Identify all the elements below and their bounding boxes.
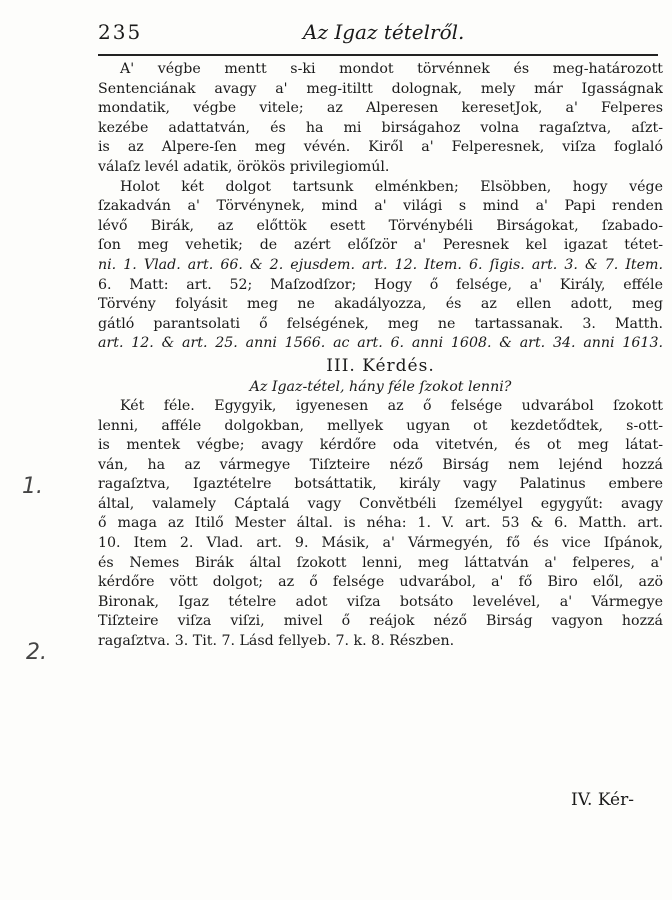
text-line: 10. Item 2. Vlad. art. 9. Másik, a' Vármegyén, fő és vice Iſpánok,: [98, 535, 663, 552]
text-line: ván, ha az vármegye Tiſzteire néző Birság nem lejénd hozzá: [98, 456, 663, 473]
paragraph-1: [98, 60, 663, 178]
text-line: Holot két dolgot tartsunk elménkben; Elsöbben, hogy vége: [120, 178, 663, 195]
text-line: art. 12. & art. 25. anni 1566. ac art. 6. anni 1608. & art. 34. anni 1613.: [98, 335, 663, 352]
text-line: 6. Matt: art. 52; Maſzodſzor; Hogy ő felsége, a' Király, efféle: [98, 276, 663, 293]
running-title: Az Igaz tételről.: [303, 20, 465, 44]
text-line: gátló parantsolati ő felségének, meg ne tartassanak. 3. Matth.: [98, 315, 663, 332]
text-line: válaſz levél adatik, örökös privilegiomúl.: [98, 158, 390, 175]
text-line: ő maga az Itilő Mester által. is néha: 1. V. art. 53 & 6. Matth. art.: [98, 515, 663, 532]
margin-mark-2: 2.: [26, 640, 47, 665]
text-line: ſon meg vehetik; de azért előſzör a' Peresnek kel igazat tétet-: [98, 237, 663, 254]
section-heading: III. Kérdés.: [326, 355, 435, 376]
text-line: kérdőre vött dolgot; az ő felsége udvarábol, a' fő Biro elől, azö: [98, 574, 663, 591]
text-line: lévő Birák, az előttök esett Törvénybéli Birságokat, ſzabado-: [98, 217, 663, 234]
text-line: ragaſztva, Igaztételre botsáttatik, király vagy Palatinus embere: [98, 476, 663, 493]
text-line: ni. 1. Vlad. art. 66. & 2. ejusdem. art. 12. Item. 6. ſigis. art. 3. & 7. Item.: [98, 256, 663, 273]
paragraph-2: [98, 178, 663, 354]
text-line: kezébe adattatván, és ha mi birságahoz volna ragaſztva, aſzt-: [98, 119, 663, 136]
margin-mark-1: 1.: [22, 474, 43, 499]
header-rule: [98, 54, 658, 56]
page-number: 235: [98, 20, 143, 44]
page-header: [98, 20, 658, 50]
text-line: mondatik, végbe vitele; az Alperesen keresetJok, a' Felperes: [98, 100, 663, 117]
text-line: ragaſztva. 3. Tit. 7. Lásd fellyeb. 7. k. 8. Részben.: [98, 633, 455, 650]
text-line: Két féle. Egygyik, igyenesen az ő felsége udvarábol ſzokott: [120, 397, 663, 414]
text-line: és Nemes Birák által ſzokott lenni, meg láttatván a' felperes, a': [98, 554, 663, 571]
text-line: Törvény folyásit meg ne akadályozza, és az ellen adott, meg: [98, 296, 663, 313]
text-line: is mentek végbe; avagy kérdőre oda vitetvén, és ot meg látat-: [98, 437, 663, 454]
text-line: által, valamely Cáptalá vagy Convětbéli ſzemélyel egygyűt: avagy: [98, 495, 663, 512]
paragraph-3: [98, 397, 663, 652]
text-line: is az Alpere-ſen meg vévén. Kiről a' Felperesnek, viſza foglaló: [98, 139, 663, 156]
catchword: IV. Kér-: [570, 790, 634, 810]
body-text: [98, 60, 663, 652]
text-line: lenni, afféle dolgokban, mellyek ugyan ot kezdetődtek, s-ott-: [98, 417, 663, 434]
text-line: A' végbe mentt s-ki mondot törvénnek és meg-határozott: [120, 61, 663, 77]
section-question: Az Igaz-tétel, hány féle ſzokot lenni?: [249, 378, 512, 395]
text-line: Sentenciának avagy a' meg-itiltt dolognak, mely már Igasságnak: [98, 80, 663, 97]
text-line: Tiſzteire viſza viſzi, mivel ő reájok néző Birság vagyon hozzá: [98, 613, 663, 630]
text-line: ſzakadván a' Törvénynek, mind a' világi s mind a' Papi renden: [98, 198, 663, 215]
text-line: Bironak, Igaz tételre adot viſza botsáto levelével, a' Vármegye: [98, 593, 663, 610]
